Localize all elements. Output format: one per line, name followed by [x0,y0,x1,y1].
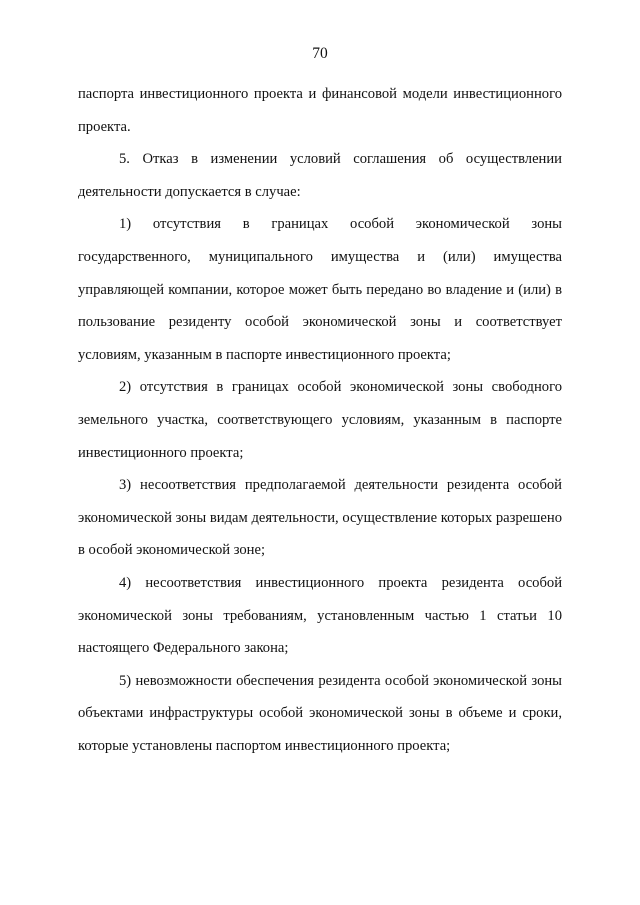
document-body [78,78,562,762]
paragraph-subitem-4: 4) несоответствия инвестиционного проекта резидента особой экономической зоны требованиям, установленным частью 1 статьи 10 настоящего Федерального закона; [78,574,562,657]
paragraph-subitem-5: 5) невозможности обеспечения резидента особой экономической зоны объектами инфраструктуры особой экономической зоны в объеме и сроки, которые установлены паспортом инвестиционного проекта; [78,672,562,754]
page-number: 70 [312,45,328,62]
paragraph-continued: паспорта инвестиционного проекта и финансовой модели инвестиционного проекта. [78,86,562,135]
paragraph-item-5: 5. Отказ в изменении условий соглашения об осуществлении деятельности допускается в случае: [78,151,562,200]
paragraph-subitem-2: 2) отсутствия в границах особой экономической зоны свободного земельного участка, соответствующего условиям, указанным в паспорте инвестиционного проекта; [78,379,562,461]
paragraph-subitem-1: 1) отсутствия в границах особой экономической зоны государственного, муниципального имущества и (или) имущества управляющей компании, которое может быть передано во владение и (или) в пользование резиденту особой экономической зоны и соответствует условиям, указанным в паспорте инвестиционного проекта; [78,216,562,363]
paragraph-subitem-3: 3) несоответствия предполагаемой деятельности резидента особой экономической зоны видам деятельности, осуществление которых разрешено в особой экономической зоне; [78,477,562,559]
